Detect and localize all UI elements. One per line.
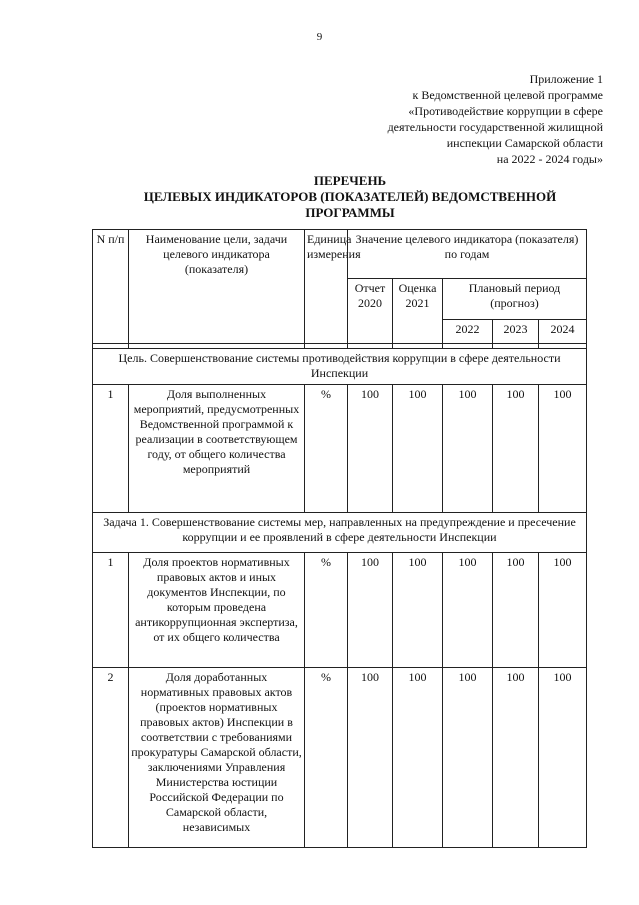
- header-number: N п/п: [93, 230, 129, 344]
- indicators-table: [92, 229, 587, 848]
- row-value-2024: 100: [539, 668, 587, 848]
- row-unit: %: [305, 668, 348, 848]
- page-number: 9: [316, 31, 323, 43]
- row-value-2024: 100: [539, 553, 587, 668]
- header-plan-period: Плановый период (прогноз): [443, 279, 587, 320]
- appendix-line: к Ведомственной целевой программе: [412, 88, 603, 102]
- row-value-2021: 100: [393, 553, 443, 668]
- table-row: [93, 668, 587, 848]
- header-name: Наименование цели, задачи целевого индикатора (показателя): [129, 230, 305, 344]
- header-row: [93, 230, 587, 279]
- row-value-2022: 100: [443, 553, 493, 668]
- appendix-line: деятельности государственной жилищной: [387, 120, 603, 134]
- header-estimate-2021: Оценка 2021: [393, 279, 443, 344]
- header-year-2022: 2022: [443, 320, 493, 344]
- header-year-2024: 2024: [539, 320, 587, 344]
- title-line: ЦЕЛЕВЫХ ИНДИКАТОРОВ (ПОКАЗАТЕЛЕЙ) ВЕДОМСТВЕННОЙ: [143, 189, 557, 204]
- document-title: [95, 173, 605, 221]
- row-value-2023: 100: [493, 385, 539, 513]
- row-indicator-name: Доля проектов нормативных правовых актов и иных документов Инспекции, по которым проведена антикоррупционная экспертиза, от их общего количества: [129, 553, 305, 668]
- header-report-2020: Отчет 2020: [348, 279, 393, 344]
- goal-row: [93, 349, 587, 385]
- header-year-2023: 2023: [493, 320, 539, 344]
- row-value-2021: 100: [393, 668, 443, 848]
- table-row: [93, 385, 587, 513]
- appendix-line: инспекции Самарской области: [446, 136, 603, 150]
- row-unit: %: [305, 553, 348, 668]
- row-value-2022: 100: [443, 668, 493, 848]
- appendix-line: Приложение 1: [529, 72, 603, 86]
- row-value-2020: 100: [348, 385, 393, 513]
- task-row: [93, 513, 587, 553]
- appendix-note: [303, 71, 603, 167]
- title-line: ПРОГРАММЫ: [305, 205, 395, 220]
- row-value-2023: 100: [493, 553, 539, 668]
- goal-text: Цель. Совершенствование системы противодействия коррупции в сфере деятельности Инспекции: [93, 349, 587, 385]
- row-indicator-name: Доля выполненных мероприятий, предусмотренных Ведомственной программой к реализации в соответствующем году, от общего количества мероприятий: [129, 385, 305, 513]
- row-value-2022: 100: [443, 385, 493, 513]
- appendix-line: «Противодействие коррупции в сфере: [408, 104, 603, 118]
- header-unit: Единица измерения: [305, 230, 348, 344]
- task-text: Задача 1. Совершенствование системы мер, направленных на предупреждение и пресечение коррупции и ее проявлений в сфере деятельности Инспекции: [93, 513, 587, 553]
- row-value-2021: 100: [393, 385, 443, 513]
- table-row: [93, 553, 587, 668]
- row-indicator-name: Доля доработанных нормативных правовых актов (проектов нормативных правовых актов) Инспекции в соответствии с требованиями прокуратуры Самарской области, заключениями Управления Министерства юстиции Российской Федерации по Самарской области, независимых: [129, 668, 305, 848]
- title-line: ПЕРЕЧЕНЬ: [313, 173, 387, 188]
- row-value-2024: 100: [539, 385, 587, 513]
- row-unit: %: [305, 385, 348, 513]
- row-number: 2: [93, 668, 129, 848]
- row-number: 1: [93, 385, 129, 513]
- row-value-2020: 100: [348, 668, 393, 848]
- row-number: 1: [93, 553, 129, 668]
- header-value: Значение целевого индикатора (показателя) по годам: [348, 230, 587, 279]
- row-value-2023: 100: [493, 668, 539, 848]
- row-value-2020: 100: [348, 553, 393, 668]
- appendix-line: на 2022 - 2024 годы»: [496, 152, 603, 166]
